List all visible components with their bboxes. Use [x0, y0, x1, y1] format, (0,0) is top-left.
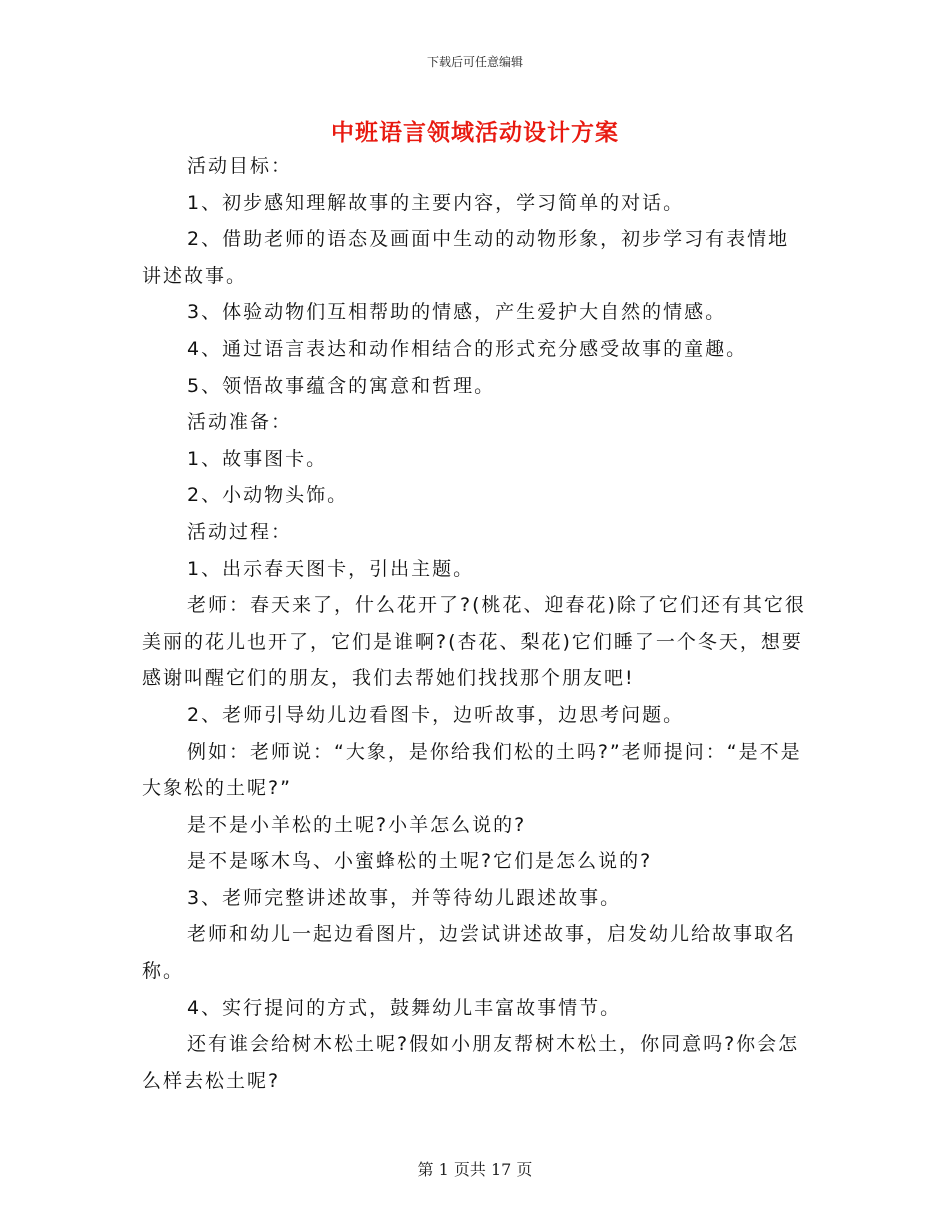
- paragraph: 3、老师完整讲述故事，并等待幼儿跟述故事。: [187, 886, 622, 909]
- header-note: 下载后可任意编辑: [426, 55, 523, 69]
- paragraph: 4、通过语言表达和动作相结合的形式充分感受故事的童趣。: [187, 337, 748, 360]
- paragraph: 2、老师引导幼儿边看图卡，边听故事，边思考问题。: [187, 703, 685, 726]
- paragraph: 例如：老师说：“大象，是你给我们松的土吗?”老师提问：“是不是大象松的土呢?”: [142, 740, 802, 800]
- paragraph: 3、体验动物们互相帮助的情感，产生爱护大自然的情感。: [187, 301, 727, 324]
- document-body: [142, 148, 810, 1099]
- paragraph: 1、故事图卡。: [187, 447, 328, 470]
- paragraph: 2、借助老师的语态及画面中生动的动物形象，初步学习有表情地讲述故事。: [142, 228, 790, 287]
- paragraph: 是不是啄木鸟、小蜜蜂松的土呢?它们是怎么说的?: [187, 850, 653, 873]
- paragraph: 活动目标：: [187, 155, 293, 177]
- paragraph: 4、实行提问的方式，鼓舞幼儿丰富故事情节。: [187, 996, 622, 1019]
- paragraph: 1、出示春天图卡，引出主题。: [187, 557, 475, 580]
- page-number-footer: 第 1 页共 17 页: [417, 1160, 533, 1179]
- document-title: 中班语言领域活动设计方案: [331, 120, 619, 146]
- paragraph: 活动准备：: [187, 411, 293, 434]
- paragraph: 活动过程：: [187, 520, 293, 543]
- paragraph: 是不是小羊松的土呢?小羊怎么说的?: [187, 813, 527, 836]
- paragraph: 老师：春天来了，什么花开了?(桃花、迎春花)除了它们还有其它很美丽的花儿也开了，它们是谁啊?(杏花、梨花)它们睡了一个冬天，想要感谢叫醒它们的朋友，我们去帮她们找找那个朋友吧!: [142, 594, 806, 690]
- paragraph: 5、领悟故事蕴含的寓意和哲理。: [187, 374, 496, 397]
- paragraph: 1、初步感知理解故事的主要内容，学习简单的对话。: [187, 191, 685, 214]
- paragraph: 2、小动物头饰。: [187, 484, 349, 507]
- paragraph: 还有谁会给树木松土呢?假如小朋友帮树木松土，你同意吗?你会怎么样去松土呢?: [142, 1033, 800, 1092]
- paragraph: 老师和幼儿一起边看图片，边尝试讲述故事，启发幼儿给故事取名称。: [142, 923, 797, 983]
